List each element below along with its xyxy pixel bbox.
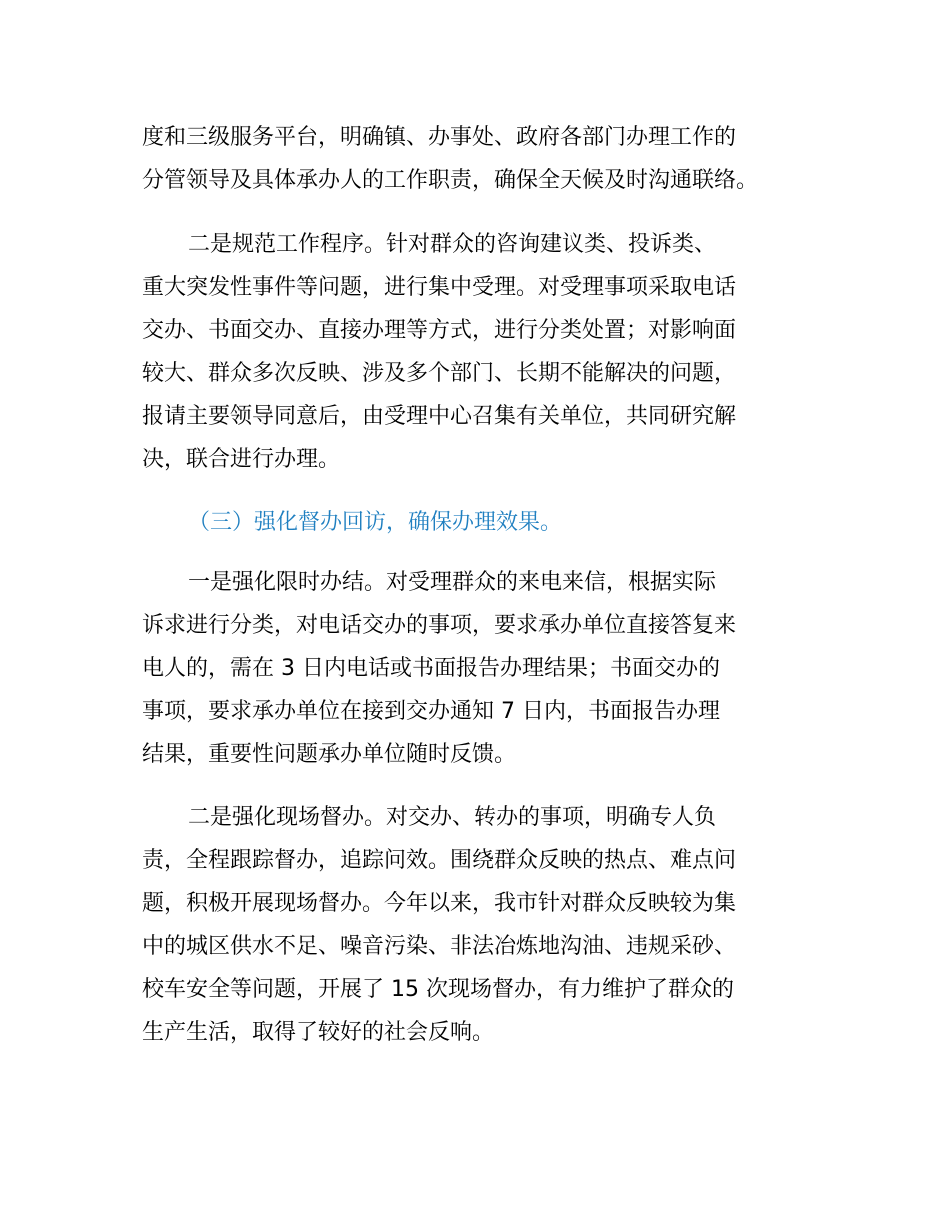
paragraph-line: 一是强化限时办结。对受理群众的来电来信，根据实际 [188,570,717,595]
paragraph-line: 责，全程跟踪督办，追踪问效。围绕群众反映的热点、难点问 [142,848,737,873]
section-heading: （三）强化督办回访，确保办理效果。 [188,510,563,535]
paragraph-line: 交办、书面交办、直接办理等方式，进行分类处置；对影响面 [142,318,737,343]
paragraph-line: 校车安全等问题，开展了 15 次现场督办，有力维护了群众的 [142,977,734,1002]
paragraph-line: 二是规范工作程序。针对群众的咨询建议类、投诉类、 [188,232,717,257]
paragraph-line: 题，积极开展现场督办。今年以来，我市针对群众反映较为集 [142,891,737,916]
paragraph-line: 结果，重要性问题承办单位随时反馈。 [142,742,517,767]
paragraph-line: 较大、群众多次反映、涉及多个部门、长期不能解决的问题， [142,361,737,386]
paragraph-line: 重大突发性事件等问题，进行集中受理。对受理事项采取电话 [142,275,737,300]
paragraph-line: 诉求进行分类，对电话交办的事项，要求承办单位直接答复来 [142,613,737,638]
paragraph-line: 二是强化现场督办。对交办、转办的事项，明确专人负 [188,805,717,830]
paragraph-line: 事项，要求承办单位在接到交办通知 7 日内，书面报告办理 [142,699,720,724]
paragraph-line: 报请主要领导同意后，由受理中心召集有关单位，共同研究解 [142,404,737,429]
paragraph-line: 中的城区供水不足、噪音污染、非法冶炼地沟油、违规采砂、 [142,934,737,959]
paragraph-line: 电人的，需在 3 日内电话或书面报告办理结果；书面交办的 [142,656,720,681]
paragraph-line: 决，联合进行办理。 [142,447,341,472]
paragraph-line: 分管领导及具体承办人的工作职责，确保全天候及时沟通联络。 [142,168,759,193]
paragraph-line: 度和三级服务平台，明确镇、办事处、政府各部门办理工作的 [142,125,737,150]
paragraph-line: 生产生活，取得了较好的社会反响。 [142,1020,495,1045]
